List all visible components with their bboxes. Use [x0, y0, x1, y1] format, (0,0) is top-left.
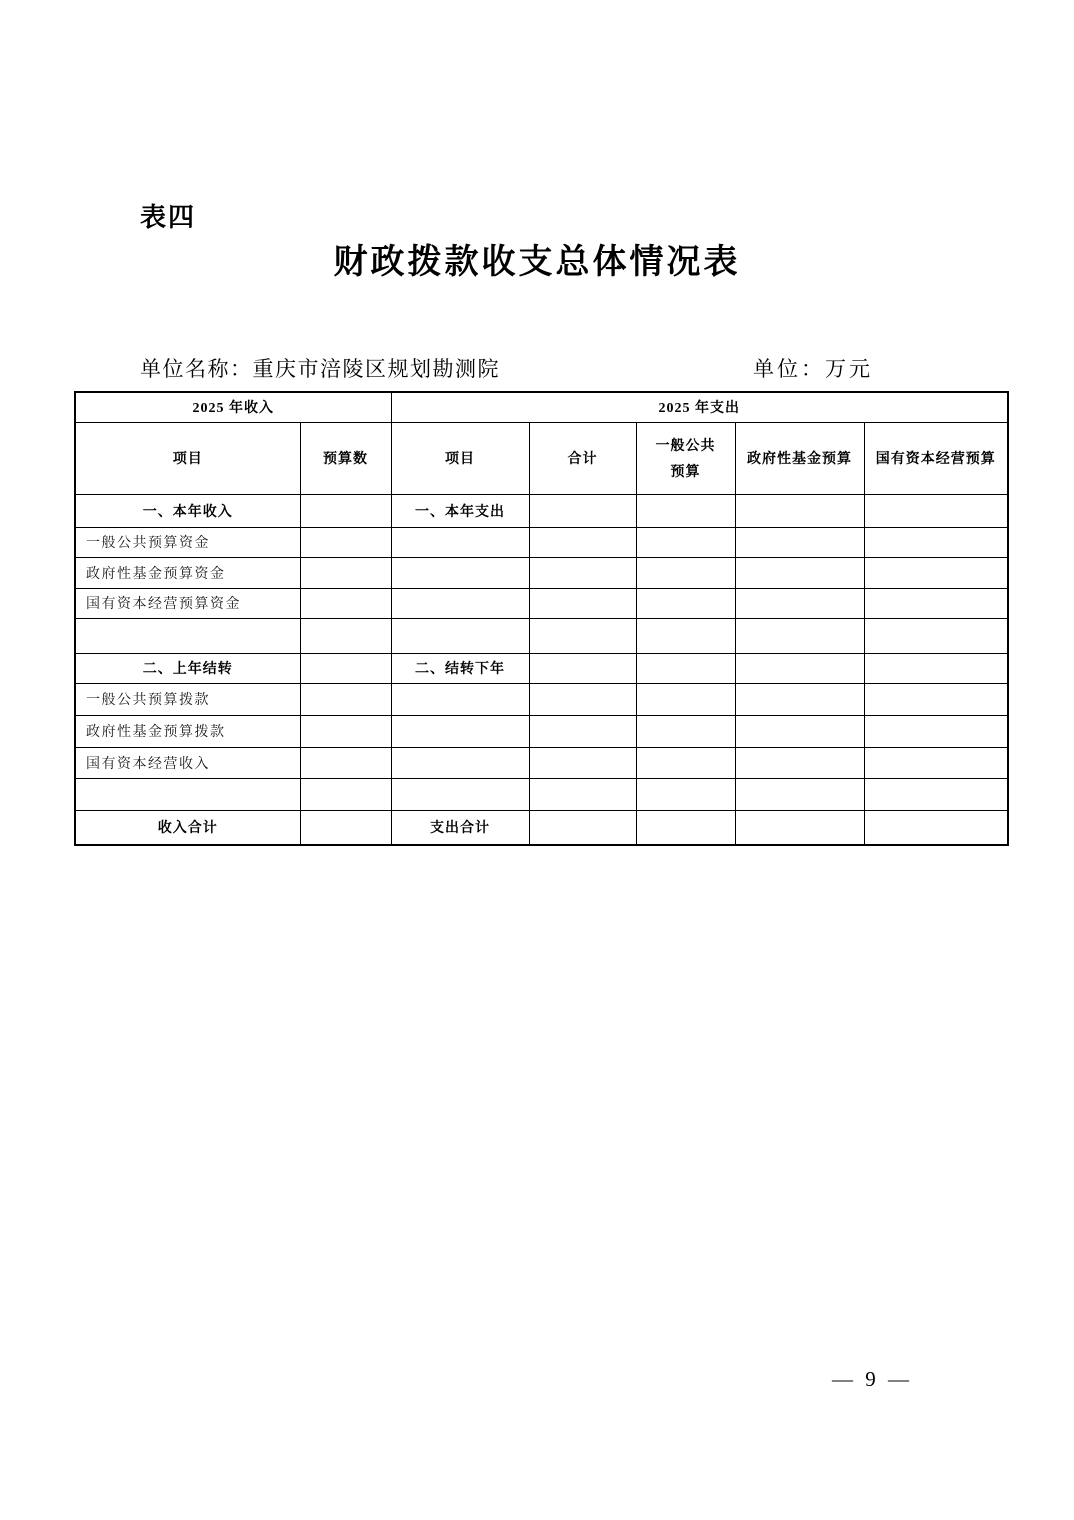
empty-cell [391, 618, 529, 653]
value-cell [636, 653, 735, 683]
value-cell [735, 653, 864, 683]
value-cell [864, 747, 1008, 778]
empty-cell [300, 778, 391, 810]
table-row [75, 618, 1008, 653]
detail-label-cell: 政府性基金预算拨款 [75, 715, 300, 747]
empty-cell [636, 778, 735, 810]
value-cell [864, 557, 1008, 588]
column-header-cell: 国有资本经营预算 [864, 422, 1008, 494]
column-header-line: 一般公共 [655, 437, 716, 453]
section-label-cell: 二、上年结转 [75, 653, 300, 683]
empty-cell [391, 778, 529, 810]
value-cell [529, 527, 636, 557]
unit-of-measure-label: 单位：万元 [753, 357, 873, 381]
value-cell [636, 810, 735, 845]
value-cell [636, 527, 735, 557]
value-cell [864, 588, 1008, 618]
section-label-cell: 二、结转下年 [391, 653, 529, 683]
value-cell [735, 557, 864, 588]
empty-cell [864, 778, 1008, 810]
empty-cell [636, 618, 735, 653]
column-header-cell: 政府性基金预算 [735, 422, 864, 494]
value-cell [391, 747, 529, 778]
value-cell [636, 557, 735, 588]
value-cell [735, 715, 864, 747]
value-cell [636, 494, 735, 527]
value-cell [300, 810, 391, 845]
detail-label-cell: 国有资本经营收入 [75, 747, 300, 778]
value-cell [735, 527, 864, 557]
empty-cell [529, 778, 636, 810]
table-row [75, 810, 1008, 845]
table-row [75, 557, 1008, 588]
value-cell [300, 715, 391, 747]
column-header-cell: 预算数 [300, 422, 391, 494]
value-cell [300, 494, 391, 527]
value-cell [529, 810, 636, 845]
value-cell [636, 747, 735, 778]
value-cell [300, 653, 391, 683]
table-row [75, 527, 1008, 557]
column-header-cell [636, 422, 735, 494]
table-row [75, 392, 1008, 422]
column-header-cell: 合计 [529, 422, 636, 494]
value-cell [300, 683, 391, 715]
empty-cell [529, 618, 636, 653]
value-cell [864, 527, 1008, 557]
value-cell [864, 715, 1008, 747]
empty-cell [735, 618, 864, 653]
value-cell [735, 810, 864, 845]
value-cell [529, 683, 636, 715]
total-label-cell: 收入合计 [75, 810, 300, 845]
budget-table [74, 391, 1009, 846]
table-row [75, 588, 1008, 618]
empty-cell [864, 618, 1008, 653]
value-cell [864, 683, 1008, 715]
column-header-cell: 项目 [391, 422, 529, 494]
value-cell [529, 494, 636, 527]
section-label-cell: 一、本年支出 [391, 494, 529, 527]
column-header-line: 预算 [670, 463, 701, 479]
empty-cell [735, 778, 864, 810]
value-cell [735, 747, 864, 778]
table-row [75, 683, 1008, 715]
table-number-label: 表四 [140, 202, 197, 232]
value-cell [529, 557, 636, 588]
value-cell [391, 527, 529, 557]
value-cell [391, 683, 529, 715]
table-row [75, 747, 1008, 778]
value-cell [300, 527, 391, 557]
value-cell [529, 747, 636, 778]
value-cell [391, 557, 529, 588]
value-cell [636, 715, 735, 747]
empty-cell [75, 778, 300, 810]
page-title: 财政拨款收支总体情况表 [333, 244, 741, 281]
table-row [75, 778, 1008, 810]
value-cell [636, 588, 735, 618]
table-row [75, 715, 1008, 747]
section-label-cell: 一、本年收入 [75, 494, 300, 527]
value-cell [300, 557, 391, 588]
value-cell [735, 588, 864, 618]
table-row [75, 653, 1008, 683]
detail-label-cell: 政府性基金预算资金 [75, 557, 300, 588]
value-cell [864, 810, 1008, 845]
empty-cell [300, 618, 391, 653]
value-cell [864, 494, 1008, 527]
detail-label-cell: 一般公共预算资金 [75, 527, 300, 557]
column-header-cell: 项目 [75, 422, 300, 494]
value-cell [529, 715, 636, 747]
value-cell [300, 588, 391, 618]
value-cell [529, 653, 636, 683]
page-number: — 9 — [832, 1367, 909, 1391]
value-cell [529, 588, 636, 618]
table-row [75, 494, 1008, 527]
detail-label-cell: 一般公共预算拨款 [75, 683, 300, 715]
income-header-cell: 2025 年收入 [75, 392, 391, 422]
value-cell [735, 494, 864, 527]
value-cell [391, 588, 529, 618]
detail-label-cell: 国有资本经营预算资金 [75, 588, 300, 618]
value-cell [300, 747, 391, 778]
value-cell [636, 683, 735, 715]
total-label-cell: 支出合计 [391, 810, 529, 845]
expense-header-cell: 2025 年支出 [391, 392, 1008, 422]
value-cell [391, 715, 529, 747]
empty-cell [75, 618, 300, 653]
table-row [75, 422, 1008, 494]
value-cell [864, 653, 1008, 683]
value-cell [735, 683, 864, 715]
unit-name-label: 单位名称：重庆市涪陵区规划勘测院 [140, 357, 500, 381]
